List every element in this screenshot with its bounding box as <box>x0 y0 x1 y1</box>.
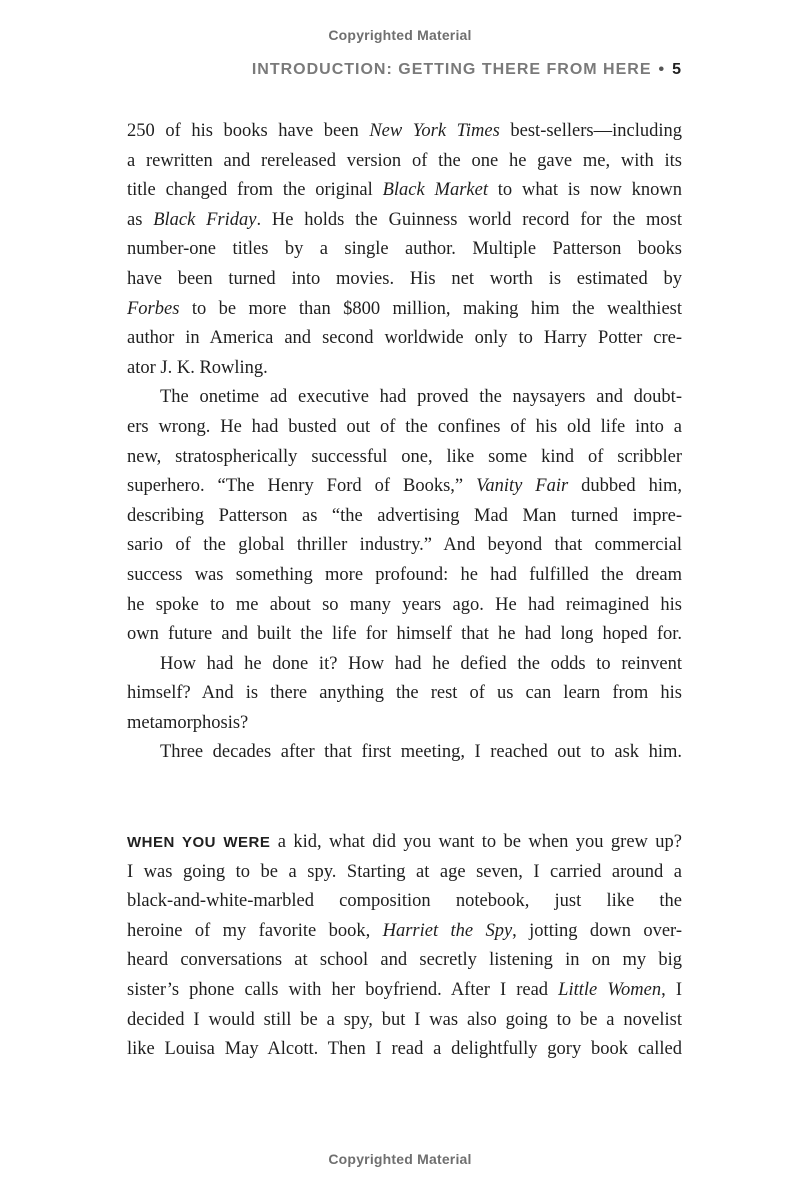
text-line: WHEN YOU WERE a kid, what did you want to be when you grew up? <box>127 832 682 852</box>
text-line: superhero. “The Henry Ford of Books,” Vanity Fair dubbed him, <box>127 476 682 497</box>
italic-title: New York Times <box>369 121 500 141</box>
italic-title: Harriet the Spy <box>382 920 513 941</box>
text-line: author in America and second worldwide only to Harry Potter cre- <box>127 328 682 349</box>
text-line: himself? And is there anything the rest of us can learn from his <box>127 683 682 704</box>
italic-title: Vanity Fair <box>476 476 569 497</box>
italic-title: Forbes <box>127 298 180 319</box>
page-number: 5 <box>672 61 682 78</box>
text-line: ers wrong. He had busted out of the confines of his old life into a <box>127 416 682 437</box>
text-line: metamorphosis? <box>127 712 249 733</box>
copyright-watermark-bottom: Copyrighted Material <box>328 1151 472 1167</box>
text-line: own future and built the life for himself that he had long hoped for. <box>127 624 682 645</box>
text-line: have been turned into movies. His net worth is estimated by <box>127 268 682 289</box>
italic-title: Black Market <box>382 180 488 201</box>
text-line: success was something more profound: he had fulfilled the dream <box>127 564 682 585</box>
text-line: he spoke to me about so many years ago. He had reimagined his <box>127 594 682 615</box>
text-line: I was going to be a spy. Starting at age seven, I carried around a <box>127 861 682 882</box>
text-line: as Black Friday. He holds the Guinness world record for the most <box>127 209 682 230</box>
text-line: title changed from the original Black Market to what is now known <box>127 180 682 201</box>
text-line: How had he done it? How had he defied the odds to reinvent <box>160 653 682 674</box>
chapter-title: INTRODUCTION: GETTING THERE FROM HERE <box>251 61 652 78</box>
text-line: describing Patterson as “the advertising Mad Man turned impre- <box>127 505 682 526</box>
body-section-1 <box>127 117 682 768</box>
text-line: decided I would still be a spy, but I was also going to be a novelist <box>127 1009 682 1030</box>
text-line: black-and-white-marbled composition notebook, just like the <box>127 891 682 912</box>
text-line: heard conversations at school and secretly listening in on my big <box>127 950 682 971</box>
text-line: heroine of my favorite book, Harriet the Spy, jotting down over- <box>127 920 683 941</box>
italic-title: Black Friday <box>153 209 257 230</box>
text-line: Three decades after that first meeting, I reached out to ask him. <box>160 742 682 763</box>
text-line: The onetime ad executive had proved the naysayers and doubt- <box>160 387 682 408</box>
running-head <box>252 61 682 79</box>
text-line: sister’s phone calls with her boyfriend. After I read Little Women, I <box>127 979 682 1000</box>
text-line: like Louisa May Alcott. Then I read a delightfully gory book called <box>127 1039 682 1060</box>
text-line: number-one titles by a single author. Multiple Patterson books <box>127 239 682 260</box>
header-separator: • <box>658 61 666 78</box>
italic-title: Little Women <box>558 979 662 1000</box>
text-line: a rewritten and rereleased version of the one he gave me, with its <box>127 150 682 171</box>
section-lead-in: WHEN YOU WERE <box>127 834 271 851</box>
text-line: new, stratospherically successful one, like some kind of scribbler <box>127 446 682 467</box>
text-line: Forbes to be more than $800 million, making him the wealthiest <box>127 298 682 319</box>
copyright-watermark-top: Copyrighted Material <box>328 27 472 43</box>
text-line: ator J. K. Rowling. <box>127 357 268 378</box>
text-line: sario of the global thriller industry.” And beyond that commercial <box>127 535 682 556</box>
body-section-2 <box>127 828 682 1065</box>
text-line: 250 of his books have been New York Times best-sellers—including <box>127 121 683 141</box>
